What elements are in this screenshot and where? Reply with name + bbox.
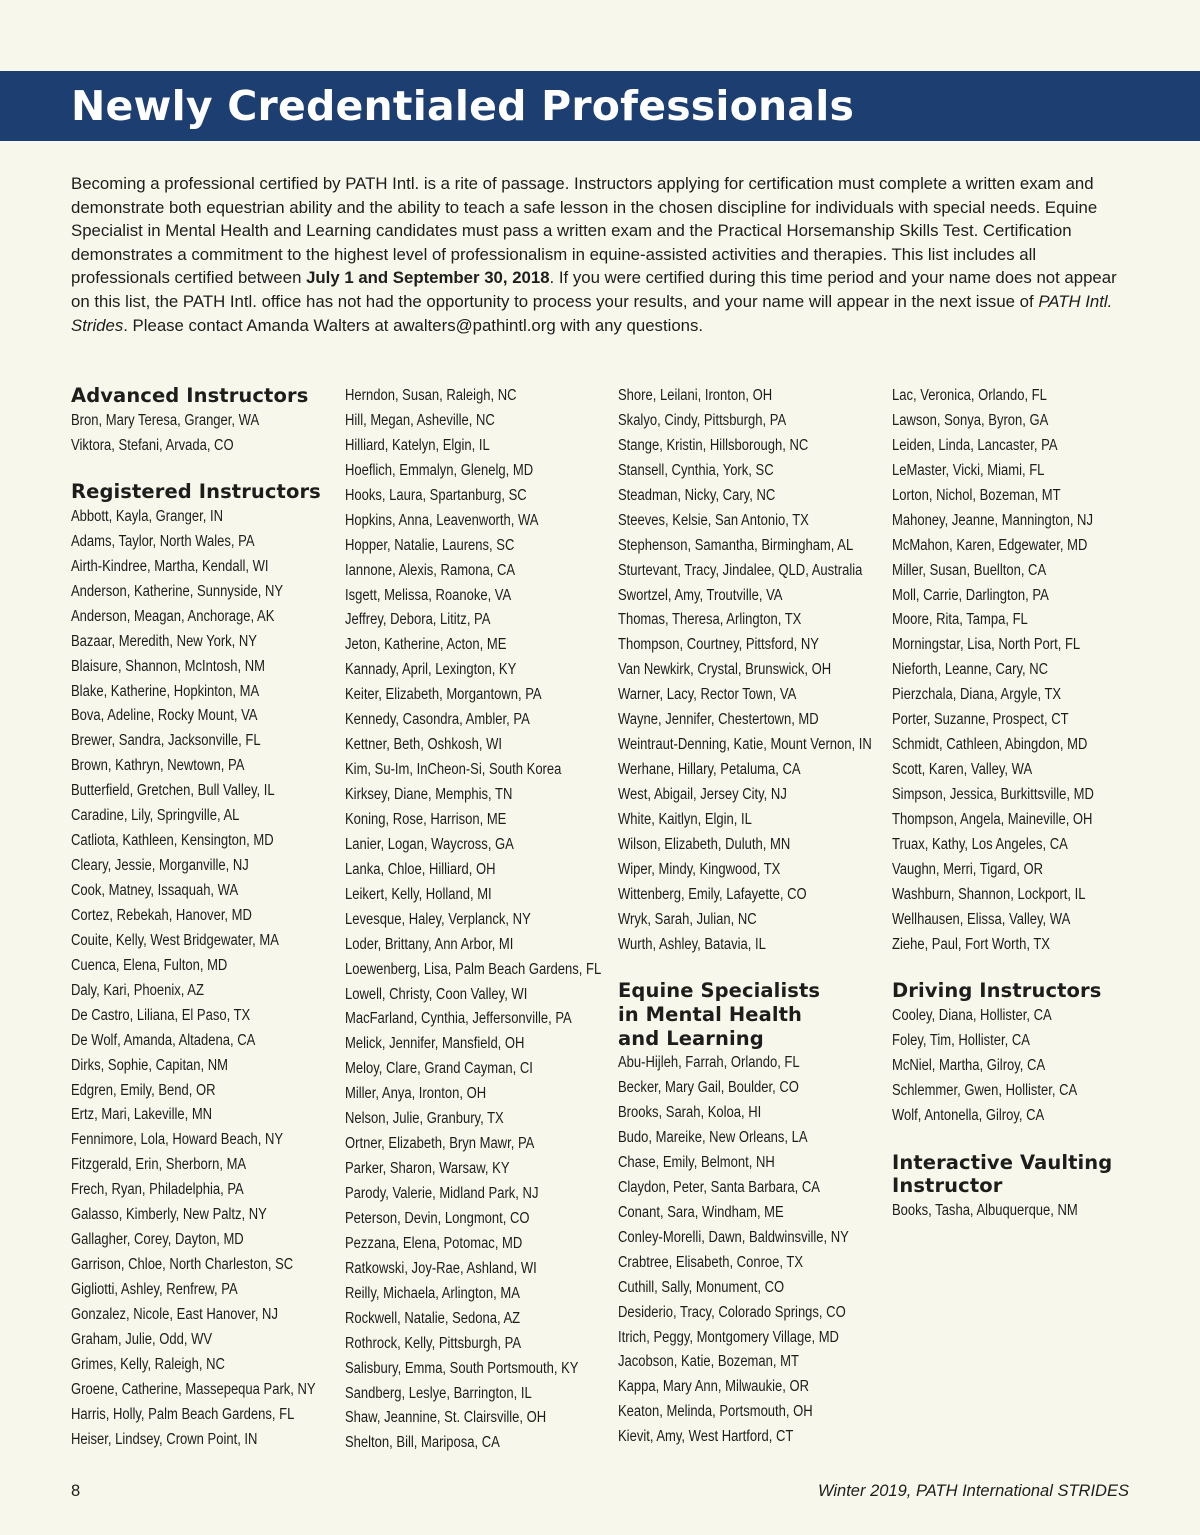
section-heading-line: and Learning bbox=[618, 1026, 764, 1050]
section-heading bbox=[618, 979, 886, 1050]
list-item: Nelson, Julie, Granbury, TX bbox=[345, 1110, 504, 1128]
list-item: McNiel, Martha, Gilroy, CA bbox=[892, 1056, 1046, 1074]
list-item: Van Newkirk, Crystal, Brunswick, OH bbox=[618, 661, 832, 679]
list-item: Vaughn, Merri, Tigard, OR bbox=[892, 860, 1044, 878]
section-heading-line: Interactive Vaulting bbox=[892, 1150, 1113, 1174]
section-interactive-vaulting-instructor bbox=[892, 1151, 1160, 1224]
list-item: Caradine, Lily, Springville, AL bbox=[71, 807, 240, 825]
list-item: Gigliotti, Ashley, Renfrew, PA bbox=[71, 1281, 238, 1299]
list-item: Brewer, Sandra, Jacksonville, FL bbox=[71, 732, 261, 750]
list-column-3 bbox=[618, 384, 886, 1472]
list-item: Cook, Matney, Issaquah, WA bbox=[71, 882, 239, 900]
list-item: Jeton, Katherine, Acton, ME bbox=[345, 636, 507, 654]
list-item: Cuthill, Sally, Monument, CO bbox=[618, 1278, 785, 1296]
list-item: Hill, Megan, Asheville, NC bbox=[345, 411, 495, 429]
list-item: Anderson, Katherine, Sunnyside, NY bbox=[71, 582, 284, 600]
list-item: Jacobson, Katie, Bozeman, MT bbox=[618, 1353, 799, 1371]
list-item: Koning, Rose, Harrison, ME bbox=[345, 810, 507, 828]
section-equine-specialists-in-mental-health-and-learning bbox=[618, 979, 886, 1450]
section-registered-instructors bbox=[71, 480, 339, 1452]
list-item: Rothrock, Kelly, Pittsburgh, PA bbox=[345, 1334, 522, 1352]
list-item: Jeffrey, Debora, Lititz, PA bbox=[345, 611, 491, 629]
list-item: Abbott, Kayla, Granger, IN bbox=[71, 507, 223, 525]
list-item: Thompson, Angela, Maineville, OH bbox=[892, 810, 1093, 828]
list-item: Cooley, Diana, Hollister, CA bbox=[892, 1007, 1052, 1025]
list-item: Parody, Valerie, Midland Park, NJ bbox=[345, 1185, 539, 1202]
list-item: Abu-Hijleh, Farrah, Orlando, FL bbox=[618, 1054, 800, 1072]
section-heading: Registered Instructors bbox=[71, 480, 321, 504]
list-item: Couite, Kelly, West Bridgewater, MA bbox=[71, 931, 279, 949]
intro-publication: PATH Intl. Strides bbox=[71, 291, 1113, 335]
list-item: Garrison, Chloe, North Charleston, SC bbox=[71, 1256, 294, 1274]
list-item: Bazaar, Meredith, New York, NY bbox=[71, 632, 257, 650]
list-item: LeMaster, Vicki, Miami, FL bbox=[892, 461, 1045, 479]
list-item: Leiden, Linda, Lancaster, PA bbox=[892, 436, 1058, 454]
title-banner bbox=[0, 71, 1200, 141]
list-item: Reilly, Michaela, Arlington, MA bbox=[345, 1284, 520, 1302]
list-item: Budo, Mareike, New Orleans, LA bbox=[618, 1129, 808, 1147]
list-item: Dirks, Sophie, Capitan, NM bbox=[71, 1056, 229, 1074]
list-item: Viktora, Stefani, Arvada, CO bbox=[71, 436, 234, 454]
list-item: Butterfield, Gretchen, Bull Valley, IL bbox=[71, 782, 275, 800]
list-item: Washburn, Shannon, Lockport, IL bbox=[892, 885, 1086, 903]
section-driving-instructors bbox=[892, 979, 1160, 1128]
page-title: Newly Credentialed Professionals bbox=[71, 82, 855, 130]
list-item: Melick, Jennifer, Mansfield, OH bbox=[345, 1035, 525, 1053]
list-item: Chase, Emily, Belmont, NH bbox=[618, 1153, 775, 1171]
list-item: Shaw, Jeannine, St. Clairsville, OH bbox=[345, 1409, 547, 1427]
section-heading: Advanced Instructors bbox=[71, 384, 309, 407]
intro-text-2: . If you were certified during this time period and your name does not appear on this list, the PATH Intl. office has not had the opportunity to process your results, and your name will appear in the next issue of bbox=[71, 268, 1117, 311]
list-item: Werhane, Hillary, Petaluma, CA bbox=[618, 761, 801, 779]
list-item: Heiser, Lindsey, Crown Point, IN bbox=[71, 1430, 258, 1448]
list-item: Lanka, Chloe, Hilliard, OH bbox=[345, 860, 496, 878]
list-item: Stansell, Cynthia, York, SC bbox=[618, 461, 774, 479]
list-item: Hopper, Natalie, Laurens, SC bbox=[345, 536, 515, 554]
list-item: Levesque, Haley, Verplanck, NY bbox=[345, 910, 531, 928]
list-item: Edgren, Emily, Bend, OR bbox=[71, 1081, 216, 1099]
list-item: Fitzgerald, Erin, Sherborn, MA bbox=[71, 1156, 247, 1174]
list-column-1 bbox=[71, 384, 339, 1474]
list-item: De Wolf, Amanda, Altadena, CA bbox=[71, 1031, 256, 1049]
list-item: Leikert, Kelly, Holland, MI bbox=[345, 885, 492, 903]
list-item: Conant, Sara, Windham, ME bbox=[618, 1203, 784, 1221]
list-item: Graham, Julie, Odd, WV bbox=[71, 1330, 213, 1348]
list-item: Blake, Katherine, Hopkinton, MA bbox=[71, 682, 260, 700]
list-item: Itrich, Peggy, Montgomery Village, MD bbox=[618, 1328, 839, 1346]
list-item: Lanier, Logan, Waycross, GA bbox=[345, 835, 514, 853]
list-item: Stange, Kristin, Hillsborough, NC bbox=[618, 436, 809, 454]
list-item: Iannone, Alexis, Ramona, CA bbox=[345, 561, 516, 579]
section-continued bbox=[892, 384, 1160, 958]
list-item: Galasso, Kimberly, New Paltz, NY bbox=[71, 1206, 267, 1224]
list-item: Kievit, Amy, West Hartford, CT bbox=[618, 1428, 794, 1446]
list-item: Kannady, April, Lexington, KY bbox=[345, 661, 517, 679]
list-item: Books, Tasha, Albuquerque, NM bbox=[892, 1201, 1078, 1219]
section-heading-line: Equine Specialists bbox=[618, 979, 821, 1003]
list-item: Airth-Kindree, Martha, Kendall, WI bbox=[71, 557, 269, 575]
list-item: Stephenson, Samantha, Birmingham, AL bbox=[618, 536, 854, 554]
list-item: Hilliard, Katelyn, Elgin, IL bbox=[345, 436, 490, 454]
list-item: Ziehe, Paul, Fort Worth, TX bbox=[892, 935, 1050, 953]
list-item: Simpson, Jessica, Burkittsville, MD bbox=[892, 786, 1094, 803]
list-item: Hooks, Laura, Spartanburg, SC bbox=[345, 486, 527, 504]
intro-text-3: . Please contact Amanda Walters at awalters@pathintl.org with any questions. bbox=[123, 315, 704, 335]
list-item: Kennedy, Casondra, Ambler, PA bbox=[345, 711, 530, 729]
list-item: Blaisure, Shannon, McIntosh, NM bbox=[71, 657, 265, 675]
section-heading: Driving Instructors bbox=[892, 979, 1102, 1003]
section-continued bbox=[618, 384, 886, 958]
list-item: Grimes, Kelly, Raleigh, NC bbox=[71, 1355, 225, 1373]
list-item: Wolf, Antonella, Gilroy, CA bbox=[892, 1106, 1045, 1124]
list-item: Desiderio, Tracy, Colorado Springs, CO bbox=[618, 1303, 846, 1321]
list-item: Wilson, Elizabeth, Duluth, MN bbox=[618, 835, 791, 853]
list-item: Shelton, Bill, Mariposa, CA bbox=[345, 1434, 500, 1452]
list-item: McMahon, Karen, Edgewater, MD bbox=[892, 536, 1088, 554]
list-item: Keiter, Elizabeth, Morgantown, PA bbox=[345, 686, 542, 704]
list-item: Morningstar, Lisa, North Port, FL bbox=[892, 636, 1081, 654]
list-item: Kim, Su-Im, InCheon-Si, South Korea bbox=[345, 761, 562, 779]
list-item: Hoeflich, Emmalyn, Glenelg, MD bbox=[345, 461, 534, 479]
list-item: White, Kaitlyn, Elgin, IL bbox=[618, 810, 752, 828]
list-item: Truax, Kathy, Los Angeles, CA bbox=[892, 835, 1068, 853]
list-item: Foley, Tim, Hollister, CA bbox=[892, 1031, 1030, 1049]
list-item: Scott, Karen, Valley, WA bbox=[892, 761, 1033, 779]
list-item: Meloy, Clare, Grand Cayman, CI bbox=[345, 1060, 533, 1078]
list-item: Lac, Veronica, Orlando, FL bbox=[892, 387, 1047, 404]
list-item: Cortez, Rebekah, Hanover, MD bbox=[71, 906, 252, 924]
list-item: Shore, Leilani, Ironton, OH bbox=[618, 387, 773, 404]
list-item: Kettner, Beth, Oshkosh, WI bbox=[345, 736, 503, 754]
intro-date-range: July 1 and September 30, 2018 bbox=[306, 268, 550, 288]
section-heading bbox=[892, 1151, 1160, 1198]
list-item: Daly, Kari, Phoenix, AZ bbox=[71, 981, 204, 999]
list-item: Frech, Ryan, Philadelphia, PA bbox=[71, 1181, 244, 1199]
list-item: Moll, Carrie, Darlington, PA bbox=[892, 586, 1049, 604]
list-item: Thompson, Courtney, Pittsford, NY bbox=[618, 636, 819, 654]
list-item: Isgett, Melissa, Roanoke, VA bbox=[345, 586, 512, 604]
list-item: Warner, Lacy, Rector Town, VA bbox=[618, 686, 797, 704]
list-item: Ortner, Elizabeth, Bryn Mawr, PA bbox=[345, 1135, 535, 1153]
list-item: Claydon, Peter, Santa Barbara, CA bbox=[618, 1178, 820, 1196]
list-item: Thomas, Theresa, Arlington, TX bbox=[618, 611, 802, 629]
list-item: Wayne, Jennifer, Chestertown, MD bbox=[618, 711, 819, 729]
list-item: Brooks, Sarah, Koloa, HI bbox=[618, 1104, 762, 1122]
page-number: 8 bbox=[71, 1482, 81, 1500]
list-item: Harris, Holly, Palm Beach Gardens, FL bbox=[71, 1405, 295, 1423]
list-item: Steadman, Nicky, Cary, NC bbox=[618, 486, 776, 504]
list-item: Gonzalez, Nicole, East Hanover, NJ bbox=[71, 1305, 278, 1323]
list-item: Lowell, Christy, Coon Valley, WI bbox=[345, 985, 528, 1003]
list-item: Crabtree, Elisabeth, Conroe, TX bbox=[618, 1253, 804, 1271]
list-item: Loder, Brittany, Ann Arbor, MI bbox=[345, 935, 514, 953]
list-item: Moore, Rita, Tampa, FL bbox=[892, 611, 1028, 629]
list-item: MacFarland, Cynthia, Jeffersonville, PA bbox=[345, 1010, 572, 1028]
list-item: Schmidt, Cathleen, Abingdon, MD bbox=[892, 736, 1088, 754]
list-item: Cuenca, Elena, Fulton, MD bbox=[71, 956, 228, 974]
list-item: West, Abigail, Jersey City, NJ bbox=[618, 786, 787, 803]
list-item: Rockwell, Natalie, Sedona, AZ bbox=[345, 1309, 521, 1327]
publication-footer: Winter 2019, PATH International STRIDES bbox=[817, 1482, 1129, 1500]
section-heading-line: Instructor bbox=[892, 1174, 1003, 1198]
list-item: Becker, Mary Gail, Boulder, CO bbox=[618, 1079, 799, 1097]
list-item: Conley-Morelli, Dawn, Baldwinsville, NY bbox=[618, 1228, 849, 1246]
list-item: Wiper, Mindy, Kingwood, TX bbox=[618, 860, 781, 878]
list-item: Sandberg, Leslye, Barrington, IL bbox=[345, 1384, 532, 1402]
list-column-4 bbox=[892, 384, 1160, 1246]
list-item: Hopkins, Anna, Leavenworth, WA bbox=[345, 511, 539, 529]
list-item: Swortzel, Amy, Troutville, VA bbox=[618, 586, 783, 604]
section-continued bbox=[345, 384, 613, 1456]
intro-text-1: Becoming a professional certified by PATH Intl. is a rite of passage. Instructors applying for certification must complete a written exam and demonstrate both equestrian ability and the ability to teach a safe lesson in the chosen discipline for individuals with special needs. Equine Specialist in Mental Health and Learning candidates must pass a written exam and the Practical Horsemanship Skills Test. Certification demonstrates a commitment to the highest level of professionalism in equine-assisted activities and therapies. This list includes all professionals certified between bbox=[71, 174, 1098, 288]
list-item: Schlemmer, Gwen, Hollister, CA bbox=[892, 1081, 1078, 1099]
list-item: Porter, Suzanne, Prospect, CT bbox=[892, 711, 1069, 729]
list-item: Lawson, Sonya, Byron, GA bbox=[892, 411, 1049, 429]
list-item: Wellhausen, Elissa, Valley, WA bbox=[892, 910, 1071, 928]
section-advanced-instructors bbox=[71, 384, 339, 458]
list-item: Miller, Susan, Buellton, CA bbox=[892, 561, 1047, 579]
list-item: Pezzana, Elena, Potomac, MD bbox=[345, 1234, 523, 1252]
list-item: Ratkowski, Joy-Rae, Ashland, WI bbox=[345, 1259, 537, 1277]
list-column-2 bbox=[345, 384, 613, 1478]
list-item: Bova, Adeline, Rocky Mount, VA bbox=[71, 707, 258, 725]
list-item: Kirksey, Diane, Memphis, TN bbox=[345, 786, 513, 803]
list-item: Salisbury, Emma, South Portsmouth, KY bbox=[345, 1359, 579, 1377]
list-item: Loewenberg, Lisa, Palm Beach Gardens, FL bbox=[345, 960, 602, 978]
list-item: Keaton, Melinda, Portsmouth, OH bbox=[618, 1403, 813, 1421]
list-item: Bron, Mary Teresa, Granger, WA bbox=[71, 411, 260, 429]
list-item: Kappa, Mary Ann, Milwaukie, OR bbox=[618, 1378, 810, 1396]
list-item: Groene, Catherine, Massepequa Park, NY bbox=[71, 1380, 316, 1398]
list-item: Fennimore, Lola, Howard Beach, NY bbox=[71, 1131, 284, 1149]
list-item: Weintraut-Denning, Katie, Mount Vernon, IN bbox=[618, 736, 872, 754]
list-item: Lorton, Nichol, Bozeman, MT bbox=[892, 486, 1061, 504]
list-item: Wittenberg, Emily, Lafayette, CO bbox=[618, 885, 807, 903]
section-heading-line: in Mental Health bbox=[618, 1003, 803, 1027]
list-item: Skalyo, Cindy, Pittsburgh, PA bbox=[618, 411, 787, 429]
list-item: Anderson, Meagan, Anchorage, AK bbox=[71, 607, 275, 625]
list-item: Adams, Taylor, North Wales, PA bbox=[71, 532, 255, 550]
list-item: Pierzchala, Diana, Argyle, TX bbox=[892, 686, 1062, 704]
list-item: Steeves, Kelsie, San Antonio, TX bbox=[618, 511, 809, 529]
list-item: Nieforth, Leanne, Cary, NC bbox=[892, 661, 1049, 679]
list-item: Cleary, Jessie, Morganville, NJ bbox=[71, 857, 249, 875]
list-item: Brown, Kathryn, Newtown, PA bbox=[71, 757, 245, 775]
list-item: Peterson, Devin, Longmont, CO bbox=[345, 1209, 530, 1227]
list-item: Parker, Sharon, Warsaw, KY bbox=[345, 1160, 510, 1178]
list-item: Herndon, Susan, Raleigh, NC bbox=[345, 387, 517, 404]
list-item: Mahoney, Jeanne, Mannington, NJ bbox=[892, 511, 1093, 529]
list-item: Sturtevant, Tracy, Jindalee, QLD, Australia bbox=[618, 561, 863, 579]
list-item: Wryk, Sarah, Julian, NC bbox=[618, 910, 757, 928]
list-item: Catliota, Kathleen, Kensington, MD bbox=[71, 832, 274, 850]
list-item: Miller, Anya, Ironton, OH bbox=[345, 1085, 487, 1103]
list-item: Ertz, Mari, Lakeville, MN bbox=[71, 1106, 213, 1124]
intro-paragraph bbox=[71, 172, 1131, 337]
list-item: De Castro, Liliana, El Paso, TX bbox=[71, 1006, 251, 1024]
list-item: Gallagher, Corey, Dayton, MD bbox=[71, 1231, 244, 1249]
list-item: Wurth, Ashley, Batavia, IL bbox=[618, 935, 766, 953]
